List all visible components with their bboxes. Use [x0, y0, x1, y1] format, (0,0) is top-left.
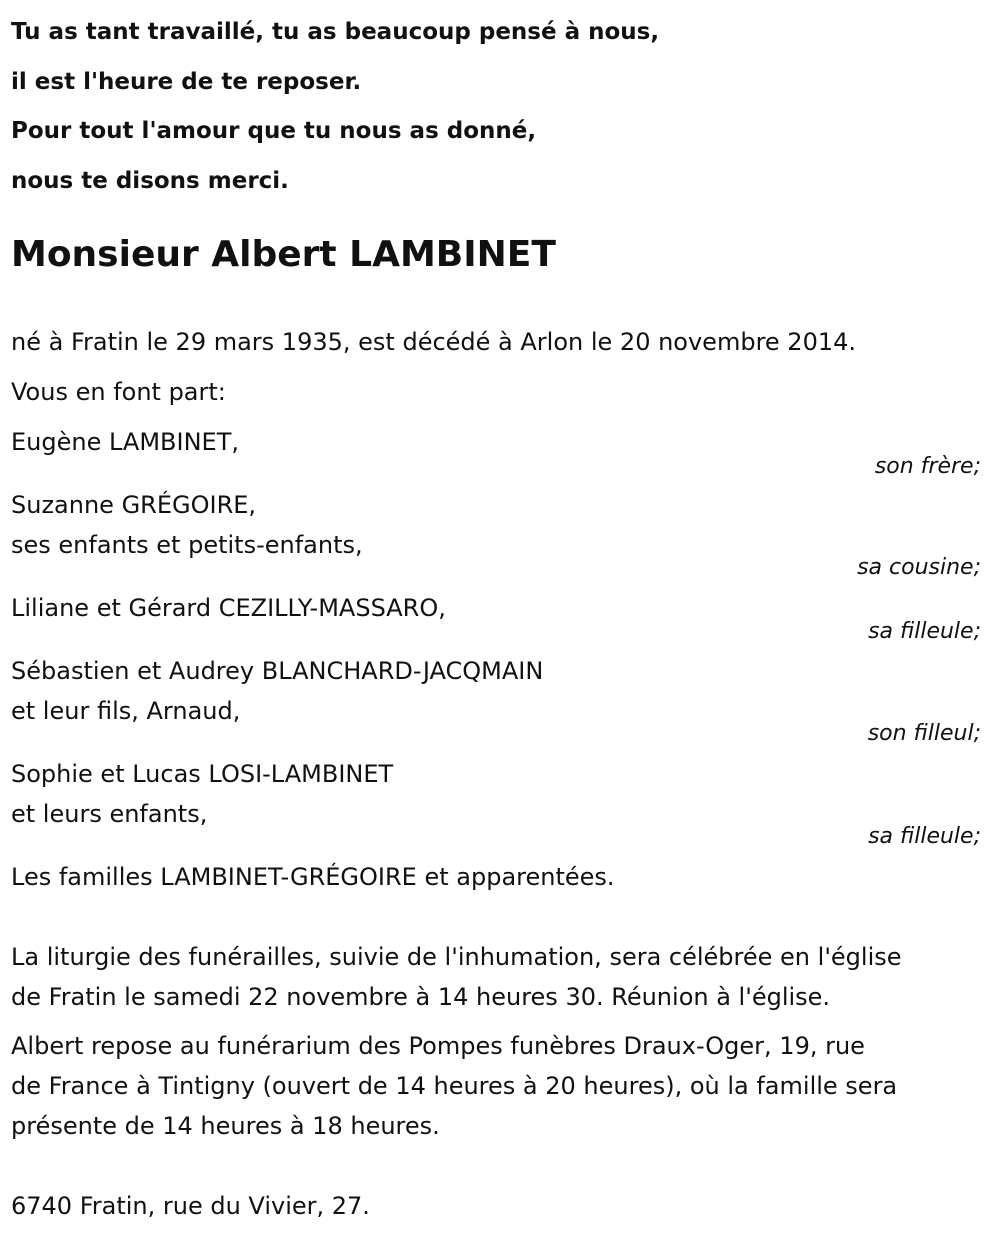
family-entry: [11, 754, 991, 854]
poem-line: nous te disons merci.: [11, 167, 289, 194]
birth-death-text: né à Fratin le 29 mars 1935, est décédé à Arlon le 20 novembre 2014.: [11, 328, 857, 356]
family-entry-line: Sébastien et Audrey BLANCHARD-JACQMAIN: [11, 657, 544, 685]
family-relation: son filleul;: [867, 721, 981, 746]
family-address-text: 6740 Fratin, rue du Vivier, 27.: [11, 1192, 370, 1220]
family-entry-line: Sophie et Lucas LOSI-LAMBINET: [11, 760, 394, 788]
family-entry: [11, 485, 991, 585]
poem-line: Pour tout l'amour que tu nous as donné,: [11, 118, 537, 144]
family-relation: son frère;: [874, 454, 981, 479]
funeral-repose-line: Albert repose au funérarium des Pompes funèbres Draux-Oger, 19, rue: [11, 1032, 865, 1060]
family-entry: [11, 422, 991, 482]
birth-death-statement: [11, 322, 991, 362]
family-entry: [11, 651, 991, 751]
family-entry-line: Eugène LAMBINET,: [11, 428, 239, 456]
funeral-liturgy-line: de Fratin le samedi 22 novembre à 14 heures 30. Réunion à l'église.: [11, 983, 831, 1011]
poem-line: il est l'heure de te reposer.: [11, 68, 362, 95]
family-relation: sa cousine;: [857, 555, 981, 580]
family-entry-line: Liliane et Gérard CEZILLY-MASSARO,: [11, 594, 446, 622]
funeral-repose: [11, 1026, 991, 1146]
deceased-name: Monsieur Albert LAMBINET: [11, 234, 556, 275]
poem: [11, 8, 971, 206]
funeral-repose-line: présente de 14 heures à 18 heures.: [11, 1112, 440, 1140]
announcement-intro-text: Vous en font part:: [11, 378, 226, 406]
family-relation: sa filleule;: [868, 824, 981, 849]
funeral-liturgy-line: La liturgie des funérailles, suivie de l'inhumation, sera célébrée en l'église: [11, 943, 902, 971]
families-closing: [11, 857, 991, 897]
poem-line: Tu as tant travaillé, tu as beaucoup pensé à nous,: [11, 19, 660, 45]
announcement-intro: [11, 372, 991, 412]
family-entry-line: et leurs enfants,: [11, 800, 208, 828]
funeral-repose-line: de France à Tintigny (ouvert de 14 heures à 20 heures), où la famille sera: [11, 1072, 898, 1100]
family-entry-line: Suzanne GRÉGOIRE,: [11, 491, 257, 519]
family-address: [11, 1186, 991, 1226]
family-entry-line: ses enfants et petits-enfants,: [11, 531, 363, 559]
funeral-liturgy: [11, 937, 991, 1017]
families-closing-text: Les familles LAMBINET-GRÉGOIRE et apparentées.: [11, 863, 615, 891]
family-entry-line: et leur fils, Arnaud,: [11, 697, 241, 725]
family-entry: [11, 588, 991, 648]
family-relation: sa filleule;: [868, 619, 981, 644]
